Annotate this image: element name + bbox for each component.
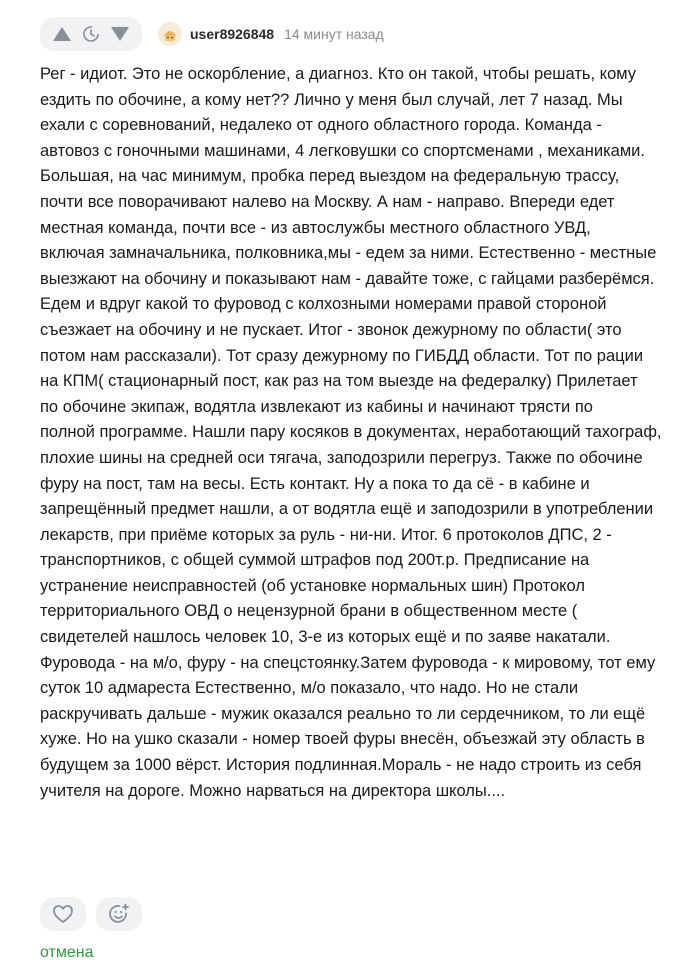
upvote-button[interactable]: [50, 22, 73, 46]
comment-author[interactable]: user8926848: [190, 26, 275, 42]
like-button[interactable]: [40, 897, 86, 931]
avatar[interactable]: [158, 22, 182, 46]
comment-actions: [40, 897, 142, 931]
emoji-add-icon: [107, 902, 131, 926]
comment-body: Рег - идиот. Это не оскорбление, а диагноз. Кто он такой, чтобы решать, кому ездить по обочине, а кому нет?? Лично у меня был случай, лет 7 назад. Мы ехали с соревнований, недалеко от одного областного города. Команда - автовоз с гоночными машинами, 4 легковушки со спортсменами , механиками. Большая, на час минимум, пробка перед выездом на федеральную трассу, почти все поворачивают налево на Москву. А нам - направо. Впереди едет местная команда, почти все - из автослужбы местного областного УВД, включая замначальника, полковника,мы - едем за ними. Естественно - местные выезжают на обочину и показывают нам - давайте тоже, с гайцами разберёмся. Едем и вдруг какой то фуровод с колхозными номерами правой стороной съезжает на обочину и не пускает. Итог - звонок дежурному по области( это потом нам рассказали). Тот сразу дежурному по ГИБДД области. Тот по рации на КПМ( стационарный пост, как раз на том выезде на федералку) Прилетает по обочине экипаж, водятла извлекают из кабины и начинают трясти по полной программе. Нашли пару косяков в документах, неработающий тахограф, плохие шины на средней оси тягача, заподозрили перегруз. Также по обочине фуру на пост, там на весы. Есть контакт. Ну а пока то да сё - в кабине и запрещённый предмет нашли, а от водятла ещё и заподозрили в употреблении лекарств, при приёме которых за руль - ни-ни. Итог. 6 протоколов ДПС, 2 - транспортников, с общей суммой штрафов под 200т.р. Предписание на устранение неисправностей (об установке нормальных шин) Протокол территориального ОВД о нецензурной брани в общественном месте ( свидетелей нашлось человек 10, 3-е из которых ещё и по заяве накатали. Фуровода - на м/о, фуру - на спецстоянку.Затем фуровода - к мировому, тот ему суток 10 адмареста Естественно, м/о показало, что надо. Но не стали раскручивать дальше - мужик оказался реально то ли сердечником, то ли ещё хуже. Но на ушко сказали - номер твоей фуры внесён, объезжай эту область в будущем за 1000 вёрст. История подлинная.Мораль - не надо строить из себя учителя на дороге. Можно нарваться на директора школы....: [40, 65, 662, 800]
vote-controls: [40, 17, 142, 51]
downvote-button[interactable]: [109, 22, 132, 46]
comment-header: [40, 17, 384, 51]
clock-icon: [82, 25, 100, 43]
avatar-face-icon: [159, 23, 181, 45]
upvote-triangle-icon: [52, 26, 72, 42]
comment-timestamp[interactable]: 14 минут назад: [284, 26, 384, 42]
cancel-link[interactable]: отмена: [40, 944, 94, 961]
save-button[interactable]: [79, 22, 102, 46]
add-reaction-button[interactable]: [96, 897, 142, 931]
heart-icon: [52, 904, 74, 924]
downvote-triangle-icon: [110, 26, 130, 42]
